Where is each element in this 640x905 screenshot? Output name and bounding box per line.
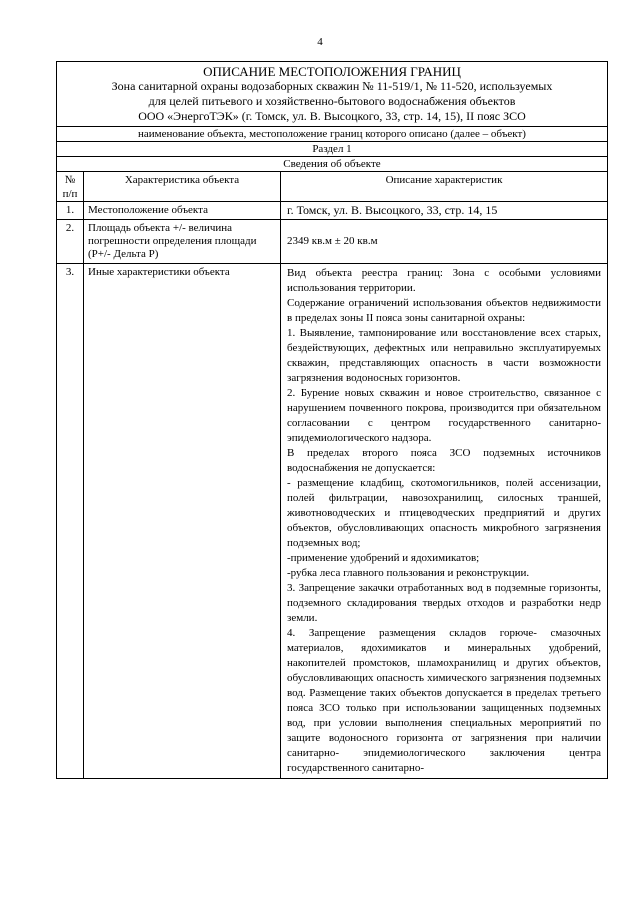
table-row (57, 202, 607, 220)
description-paragraph: 2. Бурение новых скважин и новое строительство, связанное с нарушением почвенного покрова, производится при обязательном согласовании с центром государственного санитарно-эпидемиологического надзора. (287, 387, 601, 444)
header-num (57, 172, 84, 201)
title-line-1: Зона санитарной охраны водозаборных скважин № 11-519/1, № 11-520, используемых (111, 79, 553, 93)
description-paragraph: Содержание ограничений использования объектов недвижимости в пределах зоны II пояса зоны санитарной охраны: (287, 297, 601, 324)
row-characteristic: Местоположение объекта (84, 202, 281, 219)
object-caption: наименование объекта, местоположение границ которого описано (далее – объект) (57, 127, 607, 142)
table-header-row (57, 172, 607, 202)
description-paragraph: В пределах второго пояса ЗСО подземных источников водоснабжения не допускается: (287, 447, 601, 474)
document-title: ОПИСАНИЕ МЕСТОПОЛОЖЕНИЯ ГРАНИЦ (203, 64, 461, 79)
boundary-description-table (56, 61, 608, 779)
row-characteristic: Площадь объекта +/- величина погрешности определения площади (Р+/- Дельта Р) (84, 220, 281, 263)
row-num: 3. (57, 264, 84, 778)
row-description: г. Томск, ул. В. Высоцкого, 33, стр. 14, 15 (287, 203, 498, 217)
description-paragraph: 4. Запрещение размещения складов горюче- смазочных материалов, ядохимикатов и минеральных удобрений, накопителей промстоков, шламохранилищ и других объектов, обусловливающих опасность химического загрязнения подземных вод. Размещение таких объектов допускается в пределах третьего пояса ЗСО только при использовании защищенных подземных вод, при условии выполнения специальных мероприятий по защите водоносного горизонта от загрязнения при наличии санитарно- эпидемиологического заключения центра государственного санитарно- (287, 627, 601, 774)
description-paragraph: 1. Выявление, тампонирование или восстановление всех старых, бездействующих, дефектных или неправильно эксплуатируемых скважин, представляющих опасность в части возможности загрязнения водоносных горизонтов. (287, 327, 601, 384)
section-title: Сведения об объекте (57, 157, 607, 172)
title-line-2: для целей питьевого и хозяйственно-бытового водоснабжения объектов (148, 94, 516, 108)
header-num-line1: № (64, 174, 76, 186)
description-paragraph: -применение удобрений и ядохимикатов; (287, 552, 480, 564)
row-characteristic: Иные характеристики объекта (84, 264, 281, 778)
description-paragraph: 3. Запрещение закачки отработанных вод в подземные горизонты, подземного складирования твердых отходов и разработки недр земли. (287, 582, 601, 624)
row-num: 1. (57, 202, 84, 219)
header-characteristic: Характеристика объекта (84, 172, 281, 201)
page-number: 4 (317, 36, 323, 48)
title-line-3: ООО «ЭнергоТЭК» (г. Томск, ул. В. Высоцкого, 33, стр. 14, 15), II пояс ЗСО (138, 109, 526, 123)
row-description-cell (281, 264, 607, 778)
description-paragraph: Вид объекта реестра границ: Зона с особыми условиями использования территории. (287, 267, 601, 294)
header-description: Описание характеристик (385, 174, 503, 186)
table-row (57, 264, 607, 778)
row-description: 2349 кв.м ± 20 кв.м (287, 235, 378, 247)
title-block (57, 62, 607, 127)
table-row (57, 220, 607, 264)
header-num-line2: п/п (62, 188, 78, 200)
description-paragraph: - размещение кладбищ, скотомогильников, полей ассенизации, полей фильтрации, навозохранилищ, силосных траншей, животноводческих и птицеводческих предприятий и других объектов, обусловливающих опасность микробного загрязнения подземных вод; (287, 477, 601, 549)
row-description-cell (281, 220, 607, 263)
section-label: Раздел 1 (57, 142, 607, 157)
row-num: 2. (57, 220, 84, 263)
description-paragraph: -рубка леса главного пользования и реконструкции. (287, 567, 530, 579)
